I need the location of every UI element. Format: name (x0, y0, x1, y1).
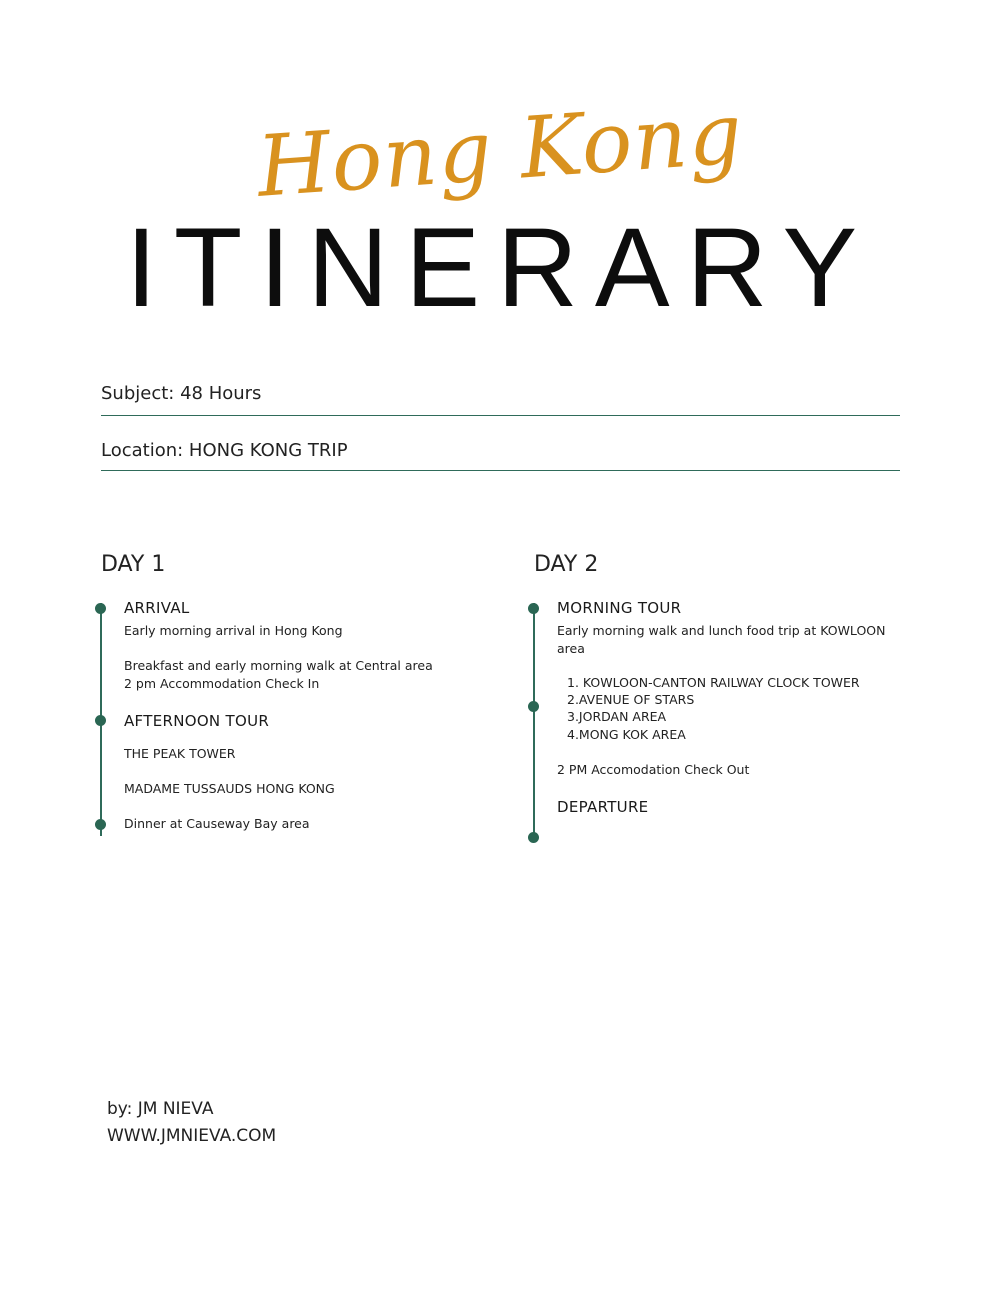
footer-website[interactable]: WWW.JMNIEVA.COM (107, 1126, 277, 1146)
day2-morning-line1: Early morning walk and lunch food trip at KOWLOON (557, 623, 886, 638)
day2-list-item-3: 3.JORDAN AREA (567, 709, 667, 724)
footer-author: by: JM NIEVA (107, 1099, 214, 1119)
day1-dinner: Dinner at Causeway Bay area (124, 816, 310, 831)
day2-departure: DEPARTURE (557, 798, 649, 816)
day1-dot-afternoon (95, 715, 106, 726)
location-field: Location: HONG KONG TRIP (101, 440, 348, 461)
day1-arrival-title: ARRIVAL (124, 599, 190, 617)
day2-list-item-4: 4.MONG KOK AREA (567, 727, 686, 742)
day1-arrival-line2: Breakfast and early morning walk at Central area (124, 658, 433, 673)
day2-dot-departure (528, 832, 539, 843)
day1-afternoon-title: AFTERNOON TOUR (124, 712, 270, 730)
day2-dot-morning (528, 603, 539, 614)
day2-title: DAY 2 (534, 552, 599, 577)
itinerary-title: ITINERARY (125, 205, 875, 330)
day2-morning-title: MORNING TOUR (557, 599, 682, 617)
location-underline (101, 470, 900, 471)
footer (107, 1096, 276, 1150)
subject-field: Subject: 48 Hours (101, 383, 262, 404)
day2-morning-line1b: area (557, 641, 585, 656)
day2-dot-list (528, 701, 539, 712)
day1-arrival-line1: Early morning arrival in Hong Kong (124, 623, 343, 638)
hong-kong-script-title: Hong Kong (254, 84, 746, 216)
day2-list-item-2: 2.AVENUE OF STARS (567, 692, 695, 707)
day2-timeline (533, 603, 535, 839)
day2-list-item-1: 1. KOWLOON-CANTON RAILWAY CLOCK TOWER (567, 675, 860, 690)
subject-underline (101, 415, 900, 416)
day1-arrival-line3: 2 pm Accommodation Check In (124, 676, 320, 691)
day1-dot-arrival (95, 603, 106, 614)
day1-dot-dinner (95, 819, 106, 830)
day1-afternoon-line2: MADAME TUSSAUDS HONG KONG (124, 781, 335, 796)
day1-afternoon-line1: THE PEAK TOWER (124, 746, 236, 761)
day2-checkout: 2 PM Accomodation Check Out (557, 762, 750, 777)
day1-title: DAY 1 (101, 552, 166, 577)
